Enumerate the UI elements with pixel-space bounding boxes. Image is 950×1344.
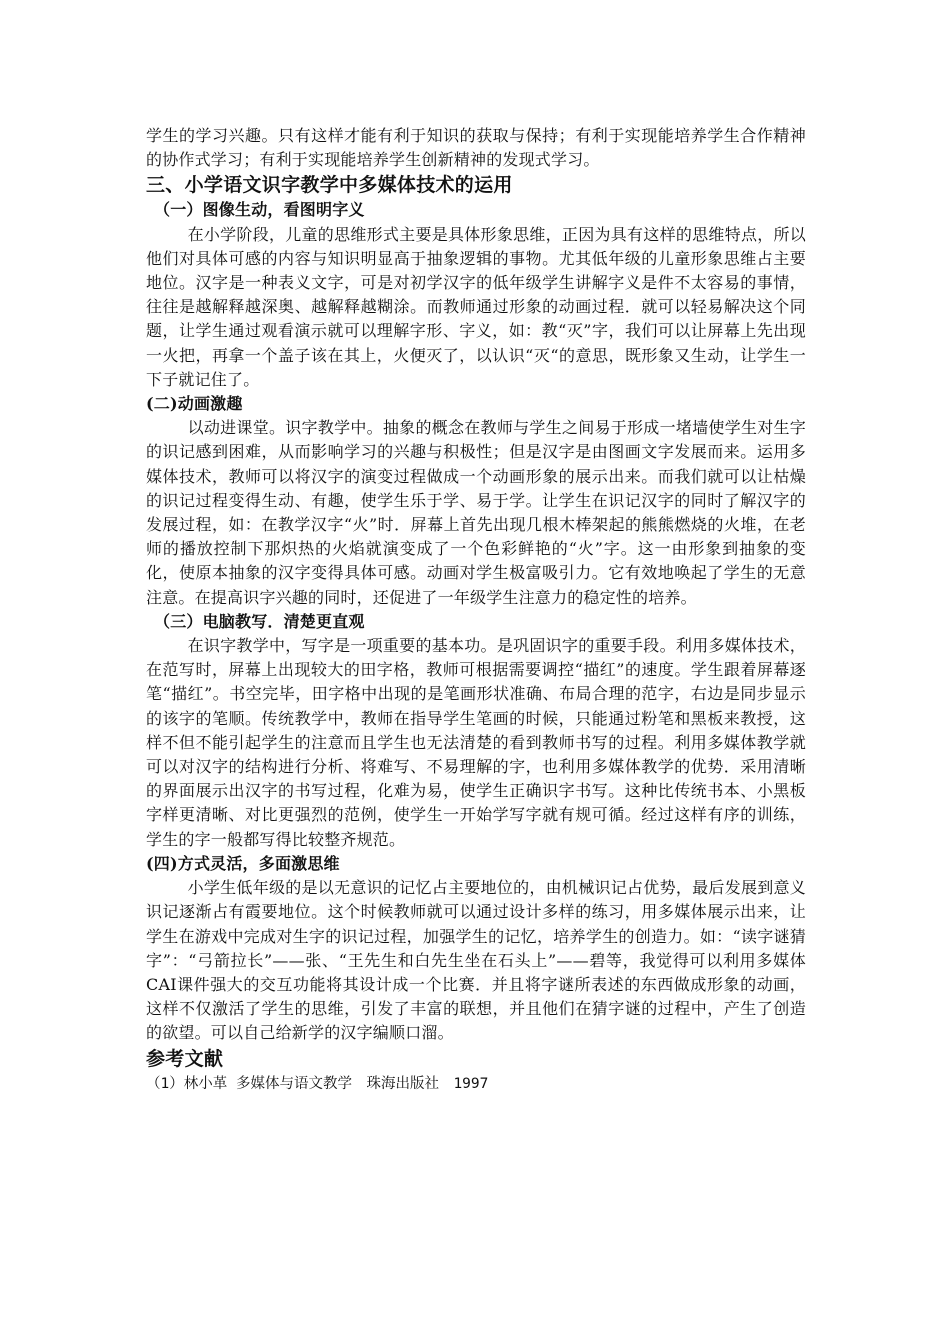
subsection-body-4: 小学生低年级的是以无意识的记忆占主要地位的，由机械识记占优势，最后发展到意义识记逐渐占有霞要地位。这个时候教师就可以通过设计多样的练习，用多媒体展示出来，让学生在游戏中完成对生字的识记过程，加强学生的记忆，培养学生的创造力。如：“读字谜猜字”：“弓箭拉长”——张、“王先生和白先生坐在石头上”——碧等，我觉得可以利用多媒体CAI课件强大的交互功能将其设计成一个比赛．并且将字谜所表述的东西做成形象的动画，这样不仅激活了学生的思维，引发了丰富的联想，并且他们在猜字谜的过程中，产生了创造的欲望。可以自己给新学的汉字编顺口溜。 <box>146 878 806 1043</box>
subsection-heading-1: （一）图像生动，看图明字义 <box>154 200 365 220</box>
subsection-body-2: 以动进课堂。识字教学中。抽象的概念在教师与学生之间易于形成一堵墙使学生对生字的识记感到困难，从而影响学习的兴趣与积极性；但是汉字是由图画文字发展而来。运用多媒体技术，教师可以将汉字的演变过程做成一个动画形象的展示出来。而我们就可以让枯燥的识记过程变得生动、有趣，使学生乐于学、易于学。让学生在识记汉字的同时了解汉字的发展过程，如：在教学汉字“火”时．屏幕上首先出现几根木棒架起的熊熊燃烧的火堆，在老师的播放控制下那炽热的火焰就演变成了一个色彩鲜艳的“火”字。这一由形象到抽象的变化，使原本抽象的汉字变得具体可感。动画对学生极富吸引力。它有效地唤起了学生的无意注意。在提高识字兴趣的同时，还促进了一年级学生注意力的稳定性的培养。 <box>146 418 806 607</box>
references-heading: 参考文献 <box>146 1047 224 1070</box>
document-page <box>146 124 806 1096</box>
subsection-body-1: 在小学阶段，儿童的思维形式主要是具体形象思维，正因为具有这样的思维特点，所以他们对具体可感的内容与知识明显高于抽象逻辑的事物。尤其低年级的儿童形象思维占主要地位。汉字是一种表义文字，可是对初学汉字的低年级学生讲解字义是件不太容易的事情，往往是越解释越深奥、越解释越糊涂。而教师通过形象的动画过程．就可以轻易解决这个同题，让学生通过观看演示就可以理解字形、字义，如：教“灭”字，我们可以让屏幕上先出现一火把，再拿一个盖子该在其上，火便灭了，以认识“灭“的意思，既形象又生动，让学生一下子就记住了。 <box>146 224 806 389</box>
subsection-heading-2: (二)动画激趣 <box>146 394 243 414</box>
subsection-body-3: 在识字教学中，写字是一项重要的基本功。是巩固识字的重要手段。利用多媒体技术，在范写时，屏幕上出现较大的田字格，教师可根据需要调控“描红”的速度。学生跟着屏幕逐笔“描红”。书空完毕，田字格中出现的是笔画形状准确、布局合理的范字，右边是同步显示的该字的笔顺。传统教学中，教师在指导学生笔画的时候，只能通过粉笔和黑板来教授，这样不但不能引起学生的注意而且学生也无法清楚的看到教师书写的过程。利用多媒体教学就可以对汉字的结构进行分析、将难写、不易理解的字，也利用多媒体教学的优势．采用清晰的界面展示出汉字的书写过程，化难为易，使学生正确识字书写。这种比传统书本、小黑板字样更清晰、对比更强烈的范例，使学生一开始学写字就有规可循。经过这样有序的训练，学生的字一般都写得比较整齐规范。 <box>146 636 806 849</box>
intro-paragraph: 学生的学习兴趣。只有这样才能有利于知识的获取与保持；有利于实现能培养学生合作精神的协作式学习；有利于实现能培养学生创新精神的发现式学习。 <box>146 126 806 170</box>
reference-item: （1）林小革 多媒体与语文教学 珠海出版社 1997 <box>146 1075 489 1092</box>
section-heading: 三、小学语文识字教学中多媒体技术的运用 <box>146 174 513 197</box>
subsection-heading-3: （三）电脑教写．清楚更直观 <box>154 611 365 631</box>
subsection-heading-4: (四)方式灵活，多面激思维 <box>146 853 340 873</box>
